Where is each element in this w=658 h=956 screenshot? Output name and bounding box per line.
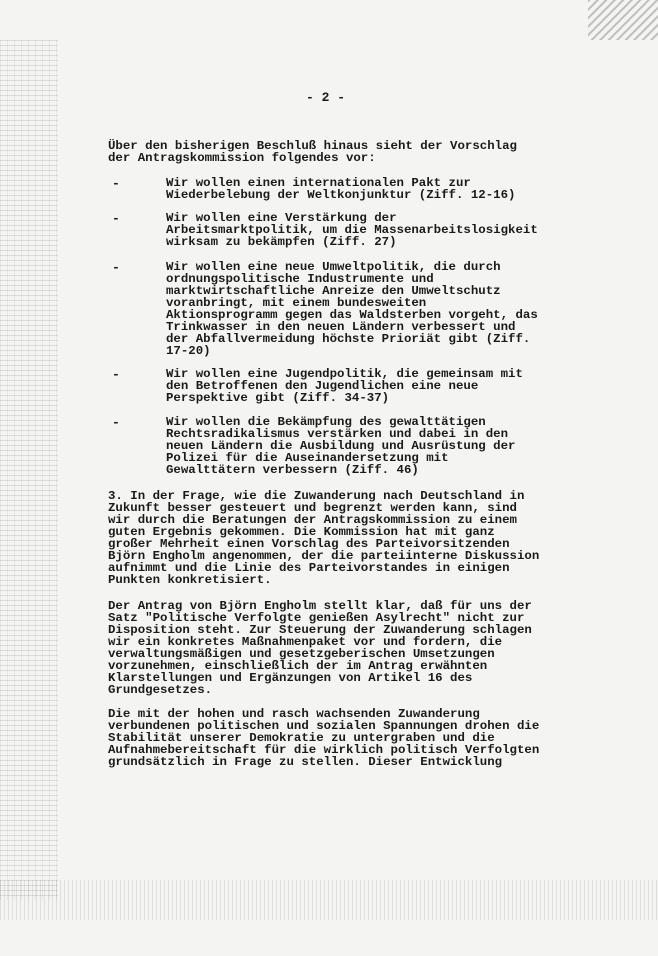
page-number: - 2 -: [306, 90, 346, 105]
bullet-line: der Abfallvermeidung höchste Prioriät gibt (Ziff.: [166, 332, 531, 346]
paragraph-line: aufnimmt und die Linie des Parteivorstandes in einigen: [108, 561, 510, 575]
bullet-marker: -: [112, 367, 120, 382]
bullet-line: Wir wollen eine Verstärkung der: [166, 211, 397, 225]
paragraph-line: vorzunehmen, einschließlich der im Antrag erwähnten: [108, 659, 488, 673]
bullet-line: Wir wollen die Bekämpfung des gewalttätigen: [166, 415, 486, 429]
bullet-line: Perspektive gibt (Ziff. 34-37): [166, 391, 390, 405]
paragraph-line: Klarstellungen und Ergänzungen von Artikel 16 des: [108, 671, 473, 685]
bullet-line: Polizei für die Auseinandersetzung mit: [166, 451, 449, 465]
scan-edge-noise: [0, 40, 58, 900]
paragraph-line: Björn Engholm angenommen, der die parteiinterne Diskussion: [108, 549, 540, 563]
scan-corner-noise: [588, 0, 658, 40]
intro-line: Über den bisherigen Beschluß hinaus sieht der Vorschlag: [108, 139, 517, 153]
bullet-line: Gewalttätern verbessern (Ziff. 46): [166, 463, 419, 477]
paragraph-line: Der Antrag von Björn Engholm stellt klar, daß für uns der: [108, 599, 532, 613]
bullet-line: 17-20): [166, 344, 211, 358]
paragraph-line: Zukunft besser gesteuert und begrenzt werden kann, sind: [108, 501, 517, 515]
paragraph-line: Stabilität unserer Demokratie zu untergraben und die: [108, 731, 495, 745]
paragraph-line: 3. In der Frage, wie die Zuwanderung nach Deutschland in: [108, 489, 525, 503]
bullet-line: Aktionsprogramm gegen das Waldsterben vorgeht, das: [166, 308, 538, 322]
intro-line: der Antragskommission folgendes vor:: [108, 151, 376, 165]
paragraph-line: Satz "Politische Verfolgte genießen Asylrecht" nicht zur: [108, 611, 525, 625]
paragraph-line: grundsätzlich in Frage zu stellen. Dieser Entwicklung: [108, 755, 503, 769]
bullet-line: den Betroffenen den Jugendlichen eine neue: [166, 379, 479, 393]
bullet-marker: -: [112, 211, 120, 226]
bullet-line: ordnungspolitische Industrumente und: [166, 272, 434, 286]
bullet-line: Rechtsradikalismus verstärken und dabei in den: [166, 427, 509, 441]
paragraph-line: Aufnahmebereitschaft für die wirklich politisch Verfolgten: [108, 743, 540, 757]
bullet-line: Wiederbelebung der Weltkonjunktur (Ziff. 12-16): [166, 188, 516, 202]
paragraph-line: Disposition steht. Zur Steuerung der Zuwanderung schlagen: [108, 623, 532, 637]
paragraph-line: verbundenen politischen und sozialen Spannungen drohen die: [108, 719, 540, 733]
paragraph-line: wir durch die Beratungen der Antragskommission zu einem: [108, 513, 517, 527]
bullet-line: Trinkwasser in den neuen Ländern verbessert und: [166, 320, 516, 334]
bullet-line: neuen Ländern die Ausbildung und Ausrüstung der: [166, 439, 516, 453]
bullet-line: marktwirtschaftliche Anreize den Umweltschutz: [166, 284, 501, 298]
paragraph-line: wir ein konkretes Maßnahmenpaket vor und fordern, die: [108, 635, 503, 649]
paragraph-line: Grundgesetzes.: [108, 683, 213, 697]
bullet-line: voranbringt, mit einem bundesweiten: [166, 296, 427, 310]
bullet-line: Wir wollen einen internationalen Pakt zur: [166, 176, 471, 190]
bullet-marker: -: [112, 176, 120, 191]
paragraph-line: guten Ergebnis gekommen. Die Kommission hat mit ganz: [108, 525, 495, 539]
bullet-marker: -: [112, 260, 120, 275]
paragraph-line: Punkten konkretisiert.: [108, 573, 272, 587]
bullet-line: wirksam zu bekämpfen (Ziff. 27): [166, 235, 397, 249]
bullet-line: Wir wollen eine neue Umweltpolitik, die durch: [166, 260, 501, 274]
paragraph-line: Die mit der hohen und rasch wachsenden Zuwanderung: [108, 707, 480, 721]
bullet-line: Wir wollen eine Jugendpolitik, die gemeinsam mit: [166, 367, 523, 381]
bullet-marker: -: [112, 415, 120, 430]
bullet-line: Arbeitsmarktpolitik, um die Massenarbeitslosigkeit: [166, 223, 538, 237]
paragraph-line: großer Mehrheit einen Vorschlag des Parteivorsitzenden: [108, 537, 510, 551]
paragraph-line: verwaltungsmäßigen und gesetzgeberischen Umsetzungen: [108, 647, 495, 661]
scan-bottom-noise: [0, 880, 658, 920]
